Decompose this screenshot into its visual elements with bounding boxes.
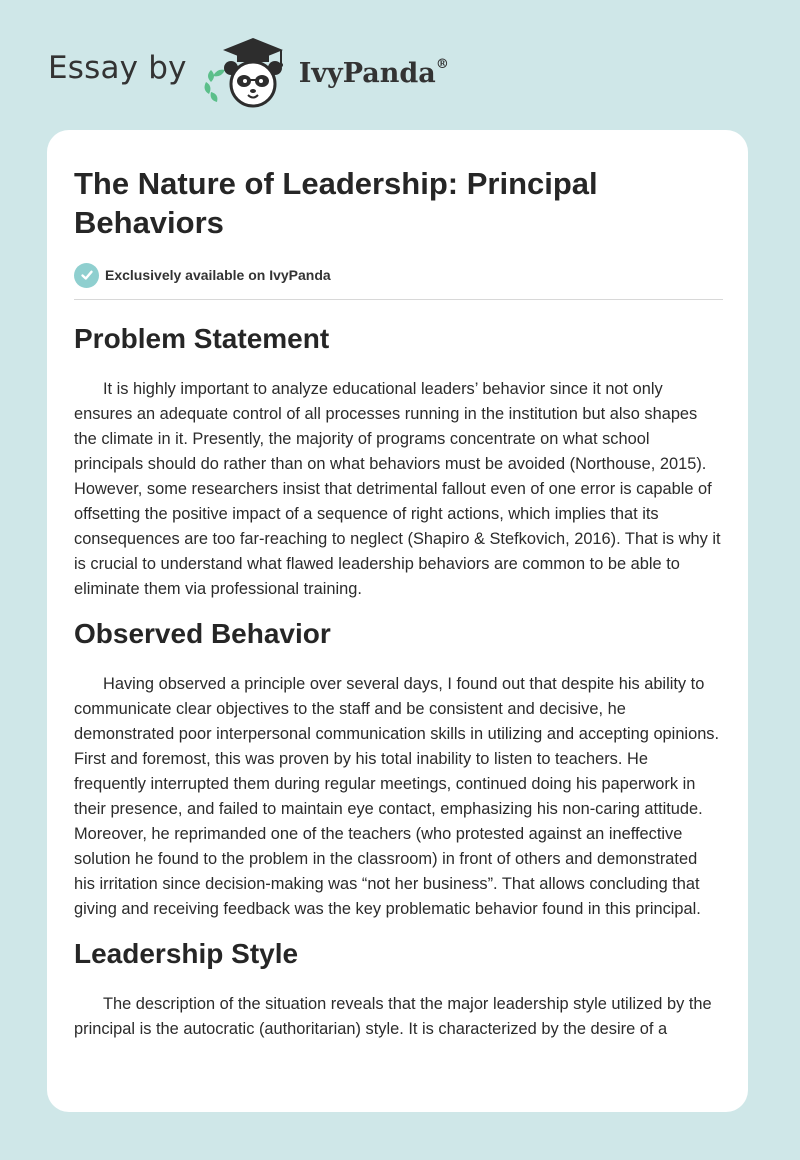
section-paragraph: It is highly important to analyze educational leaders’ behavior since it not only ensures an adequate control of all processes running in the institution but also shapes the climate in it. Presently, the majority of programs concentrate on what school principals should do rather than on what behaviors must be avoided (Northouse, 2015). However, some researchers insist that detrimental fallout even of one error is capable of offsetting the positive impact of a sequence of right actions, which implies that its consequences are too far-reaching to neglect (Shapiro & Stefkovich, 2016). That is why it is crucial to understand what flawed leadership behaviors are common to be able to eliminate them via professional training. [74, 380, 721, 598]
section-paragraph: Having observed a principle over several days, I found out that despite his ability to communicate clear objectives to the staff and be consistent and decisive, he demonstrated poor interpersonal communication skills in utilizing and accepting opinions. First and foremost, this was proven by his total inability to listen to teachers. He frequently interrupted them during regular meetings, continued doing his paperwork in their presence, and failed to maintain eye contact, emphasizing his non-caring attitude. Moreover, he reprimanded one of the teachers (who protested against an ineffective solution he found to the problem in the classroom) in front of others and demonstrated his irritation since decision-making was “not her business”. That allows concluding that giving and receiving feedback was the key problematic behavior found in this principal. [74, 675, 720, 918]
section-problem-statement [74, 322, 722, 602]
brand-name: IvyPanda® [298, 56, 449, 89]
section-heading: Leadership Style [74, 938, 299, 969]
title-divider [74, 299, 723, 300]
article-card [47, 130, 748, 1112]
article-title: The Nature of Leadership: Principal Behaviors [74, 166, 598, 240]
exclusive-badge-label: Exclusively available on IvyPanda [105, 267, 331, 283]
section-heading: Observed Behavior [74, 618, 331, 649]
section-observed-behavior [74, 617, 722, 922]
site-header [48, 32, 449, 112]
check-circle-icon [74, 263, 99, 288]
exclusive-badge [74, 261, 722, 289]
panda-graduate-icon [201, 32, 293, 112]
registered-mark: ® [435, 56, 449, 72]
section-paragraph: The description of the situation reveals that the major leadership style utilized by the principal is the autocratic (authoritarian) style. It is characterized by the desire of a [74, 995, 712, 1038]
section-heading: Problem Statement [74, 323, 330, 354]
ivypanda-logo[interactable] [201, 32, 449, 112]
section-leadership-style [74, 937, 722, 1042]
essay-by-label: Essay by [48, 50, 187, 86]
